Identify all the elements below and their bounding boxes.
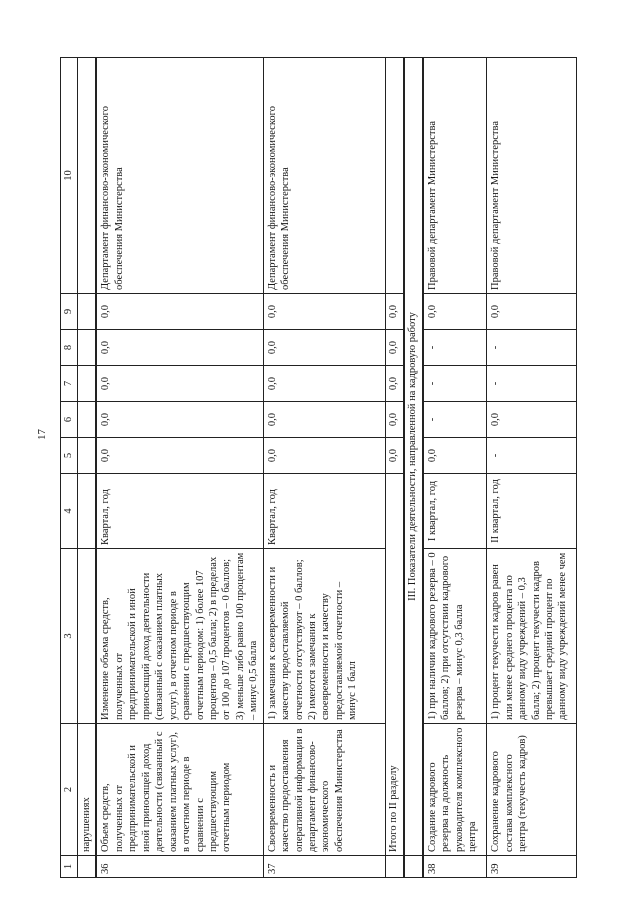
- header-cell: 10: [61, 58, 78, 294]
- section-title: III. Показатели деятельности, направленной на кадровую работу: [404, 58, 423, 856]
- indicator-criteria: Изменение объема средств, полученных от предпринимательской и иной приносящий доход деятельности (связанный с оказанием платных услуг), в отчетном периоде в сравнении с предшествующим отчетным периодом: 1) более 107 процентов – 0,5 балла; 2) в пределах от 100 до 107 процентов – 0 баллов; 3) меньше либо равно 100 процентам – минус 0,5 балла: [96, 549, 263, 724]
- reporting-period: Квартал, год: [263, 474, 385, 549]
- reporting-period: II квартал, год: [487, 474, 577, 549]
- header-cell: 5: [61, 438, 78, 474]
- header-cell: 1: [61, 856, 78, 878]
- table-row: [423, 58, 487, 878]
- value-cell: -: [423, 366, 487, 402]
- responsible-department: Правовой департамент Министерства: [423, 58, 487, 294]
- responsible-department: Департамент финансово-экономического обеспечения Министерства: [263, 58, 385, 294]
- total-value: 0,0: [385, 294, 404, 330]
- indicator-name: Сохранение кадрового состава комплексного центра (текучесть кадров): [487, 724, 577, 856]
- value-cell: -: [423, 330, 487, 366]
- header-cell: 2: [61, 724, 78, 856]
- value-cell: 0,0: [96, 438, 263, 474]
- table-row: [263, 58, 385, 878]
- value-cell: 0,0: [96, 366, 263, 402]
- continuation-row: [78, 58, 97, 878]
- table-row: [96, 58, 263, 878]
- header-cell: 3: [61, 549, 78, 724]
- value-cell: 0,0: [96, 402, 263, 438]
- header-row: [61, 58, 78, 878]
- total-value: 0,0: [385, 402, 404, 438]
- rotated-table-area: [60, 58, 620, 878]
- responsible-department: Департамент финансово-экономического обеспечения Министерства: [96, 58, 263, 294]
- value-cell: 0,0: [263, 438, 385, 474]
- indicator-name: Своевременность и качество предоставления оперативной информации в департамент финансово-экономического обеспечения Министерства: [263, 724, 385, 856]
- value-cell: 0,0: [263, 330, 385, 366]
- section-row: [404, 58, 423, 878]
- indicator-name: Объем средств, полученных от предпринимательской и иной приносящей доход деятельности (связанный с оказанием платных услуг), в отчетном периоде в сравнении с предшествующим отчетным периодом: [96, 724, 263, 856]
- indicators-table: [60, 57, 577, 878]
- value-cell: 0,0: [263, 294, 385, 330]
- indicator-name: Создание кадрового резерва на должность руководителя комплексного центра: [423, 724, 487, 856]
- header-cell: 6: [61, 402, 78, 438]
- indicator-criteria: 1) при наличии кадрового резерва – 0 баллов; 2) при отсутствии кадрового резерва – минус 0,3 балла: [423, 549, 487, 724]
- continuation-text: нарушениях: [78, 724, 97, 856]
- indicator-criteria: 1) замечания к своевременности и качеству предоставляемой отчетности отсутствуют – 0 баллов; 2) имеются замечания к своевременности и качеству предоставляемой отчетности – минус 1 балл: [263, 549, 385, 724]
- value-cell: 0,0: [487, 294, 577, 330]
- value-cell: -: [487, 366, 577, 402]
- reporting-period: Квартал, год: [96, 474, 263, 549]
- value-cell: 0,0: [487, 402, 577, 438]
- page-number: 17: [36, 429, 48, 440]
- value-cell: 0,0: [423, 294, 487, 330]
- table-row: [487, 58, 577, 878]
- value-cell: 0,0: [263, 402, 385, 438]
- responsible-department: Правовой департамент Министерства: [487, 58, 577, 294]
- header-cell: 7: [61, 366, 78, 402]
- reporting-period: I квартал, год: [423, 474, 487, 549]
- row-number: 38: [423, 856, 487, 878]
- row-number: 36: [96, 856, 263, 878]
- total-value: 0,0: [385, 330, 404, 366]
- value-cell: 0,0: [263, 366, 385, 402]
- value-cell: -: [487, 330, 577, 366]
- row-number: 37: [263, 856, 385, 878]
- value-cell: 0,0: [96, 294, 263, 330]
- value-cell: -: [423, 402, 487, 438]
- indicator-criteria: 1) процент текучести кадров равен или менее среднего процента по данному виду учреждений – 0,3 балла; 2) процент текучести кадров превышает средний процент по данному виду учреждений менее чем: [487, 549, 577, 724]
- total-label: Итого по II разделу: [385, 474, 404, 856]
- total-row: [385, 58, 404, 878]
- row-number: 39: [487, 856, 577, 878]
- total-value: 0,0: [385, 438, 404, 474]
- header-cell: 9: [61, 294, 78, 330]
- value-cell: 0,0: [423, 438, 487, 474]
- value-cell: 0,0: [96, 330, 263, 366]
- total-value: 0,0: [385, 366, 404, 402]
- value-cell: -: [487, 438, 577, 474]
- header-cell: 8: [61, 330, 78, 366]
- header-cell: 4: [61, 474, 78, 549]
